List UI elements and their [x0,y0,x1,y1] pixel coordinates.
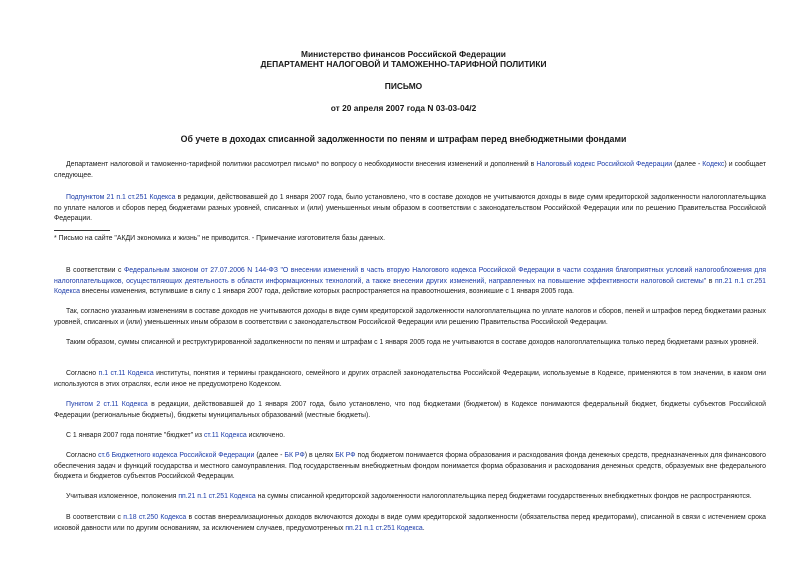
document-subject: Об учете в доходах списанной задолженности по пеням и штрафам перед внебюджетными фондами [180,134,627,144]
paragraph-federal-law [54,266,766,298]
text: В соответствии с [66,514,124,521]
paragraph-budget-concept [54,431,766,442]
link-federal-law[interactable]: Федеральным законом от 27.07.2006 N 144-ФЗ "О внесении изменений в часть вторую Налогового кодекса Российской Федерации в части создания благоприятных условий налогообложения для налогоплательщиков, осуществляющих деятельность в области информационных технологий, а также внесении других изменений, направленных на повышение эффективности налоговой системы" [54,267,766,285]
text: Таким образом, суммы списанной и реструктурированной задолженности по пеням и штрафам с 1 января 2005 года не учитываются в составе доходов налогоплательщика только перед бюджетами разных уровней. [66,339,759,346]
link-bk-rf[interactable]: БК РФ [335,452,356,459]
text: на суммы списанной кредиторской задолженности налогоплательщика перед бюджетами государственных внебюджетных фондов не распространяются. [255,493,752,500]
text: Так, согласно указанным изменениям в составе доходов не учитываются доходы в виде сумм кредиторской задолженности налогоплательщика по уплате налогов и сборов, пеней и штрафов перед бюджетами разных уровней, списанных и (или) уменьшенных иным образом в соответствии с законодательством Российской Федерации или решению Правительства Российской Федерации. [54,308,766,326]
link-subclause-21[interactable]: Подпунктом 21 п.1 ст.251 Кодекса [66,194,176,201]
text: Департамент налоговой и таможенно-тарифной политики рассмотрел письмо* по вопросу о необходимости внесения изменений и дополнений в [66,161,537,168]
footnote-divider [54,230,110,231]
document-type: ПИСЬМО [384,81,423,91]
link-code[interactable]: Кодекс [702,161,725,168]
text: Согласно [66,370,99,377]
text: в редакции, действовавшей до 1 января 2007 года, было установлено, что в составе доходов не учитываются доходы в виде сумм кредиторской задолженности налогоплательщика по уплате налогов и сборов перед бюджетами разных уровней, списанных и (или) уменьшенных иным образом в соответствии с законодательством Российской Федерации или по решению Правительства Российской Федерации. [54,194,766,223]
text: В соответствии с [66,267,125,274]
link-budget-code-art-6[interactable]: ст.6 Бюджетного кодекса Российской Федерации [98,452,255,459]
paragraph-subclause-21 [54,193,766,225]
text: исключено. [246,432,286,439]
link-subclause-21[interactable]: пп.21 п.1 ст.251 Кодекса [345,524,423,532]
text: в [706,277,716,285]
link-subclause-21[interactable]: пп.21 п.1 ст.251 Кодекса [178,493,256,500]
document-date-number: от 20 апреля 2007 года N 03-03-04/2 [330,103,477,113]
link-tax-code[interactable]: Налоговый кодекс Российской Федерации [536,161,673,168]
department-name: ДЕПАРТАМЕНТ НАЛОГОВОЙ И ТАМОЖЕННО-ТАРИФНОЙ ПОЛИТИКИ [260,59,547,69]
link-article-250-p18[interactable]: п.18 ст.250 Кодекса [123,514,187,521]
paragraph-budget-code [54,451,766,483]
link-subclause-21[interactable]: пп.21 п.1 ст.251 Кодекса [54,277,766,296]
text: (далее - [254,452,285,459]
text: С 1 января 2007 года понятие "бюджет" из [66,432,204,439]
text: под бюджетом понимается форма образования и расходования фонда денежных средств, предназначенных для финансового обеспечения задач и функций государства и местного самоуправления. Под государственным внебюджетным фондом понимается форма образования и расходования денежных средств, образуемых вне федерального бюджета и бюджетов субъектов Российской Федерации. [54,452,766,481]
link-article-11-p2[interactable]: Пунктом 2 ст.11 Кодекса [66,401,148,408]
paragraph-article-11-p1 [54,369,766,390]
link-article-11-p1[interactable]: п.1 ст.11 Кодекса [98,370,154,377]
text: Согласно [66,452,99,459]
text: (далее - [672,161,703,168]
link-bk-rf[interactable]: БК РФ [284,452,305,459]
link-article-11[interactable]: ст.11 Кодекса [203,432,247,439]
paragraph-article-11-p2 [54,400,766,421]
text: в редакции, действовавшей до 1 января 2007 года, было установлено, что под бюджетами (бюджетом) в Кодексе понимаются федеральный бюджет, бюджеты субъектов Российской Федерации (региональные бюджеты), бюджеты муниципальных образований (местные бюджеты). [54,401,767,419]
paragraph-intro [54,160,766,181]
footnote: * Письмо на сайте "АКДИ экономика и жизнь" не приводится. - Примечание изготовителя базы данных. [54,235,386,242]
paragraph-conclusion [54,338,766,349]
ministry-name: Министерство финансов Российской Федерации [301,49,506,59]
text: в состав внереализационных доходов включаются доходы в виде сумм кредиторской задолженности (обязательства перед кредиторами), списанной в связи с истечением срока исковой давности или по другим основаниям, за исключением случаев, предусмотренных [54,514,766,532]
text: Учитывая изложенное, положения [66,493,179,500]
text: ) в целях [304,452,336,459]
text: внесены изменения, вступившие в силу с 1 января 2007 года, действие которых распространяется на правоотношения, возникшие с 1 января 2005 года. [79,288,574,296]
paragraph-considering [54,492,766,503]
text: институты, понятия и термины гражданского, семейного и других отраслей законодательства Российской Федерации, используемые в Кодексе, применяются в том значении, в каком они используются в этих отраслях, если иное не предусмотрено Кодексом. [54,370,766,388]
text: ) и сообщает следующее. [54,161,766,179]
paragraph-changes [54,307,766,328]
text: . [422,524,425,532]
paragraph-article-250 [54,513,766,534]
